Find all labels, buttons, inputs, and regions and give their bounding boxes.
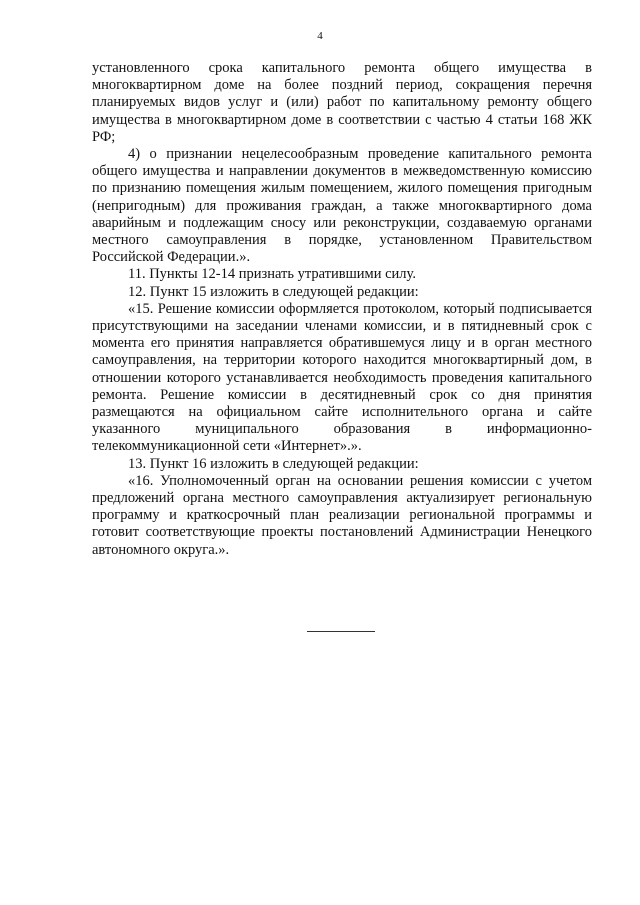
paragraph-point-13: 13. Пункт 16 изложить в следующей редакции: [128, 455, 419, 472]
paragraph-continuation: установленного срока капитального ремонта общего имущества в многоквартирном доме на более поздний период, сокращения перечня планируемых видов услуг и (или) работ по капитальному ремонту общего имущества в многоквартирном доме в соответствии с частью 4 статьи 168 ЖК РФ; [92, 60, 592, 145]
paragraph-clause-15: «15. Решение комиссии оформляется протоколом, который подписывается присутствующими на заседании членами комиссии, и в пятидневный срок с момента его принятия направляется обратившемуся лицу и в орган местного самоуправления, на территории которого находится многоквартирный дом, в отношении которого устанавливается необходимость проведения капитального ремонта. Решение комиссии в десятидневный срок со дня принятия размещаются на официальном сайте исполнительного органа и сайте указанного муниципального образования в информационно-телекоммуникационной сети «Интернет».». [92, 300, 592, 455]
end-of-document-rule [307, 631, 375, 632]
document-body [92, 60, 592, 559]
paragraph-point-12: 12. Пункт 15 изложить в следующей редакции: [128, 283, 419, 300]
paragraph-point-11: 11. Пункты 12-14 признать утратившими силу. [128, 266, 416, 283]
paragraph-item-4: 4) о признании нецелесообразным проведение капитального ремонта общего имущества и направлении документов в межведомственную комиссию по признанию помещения жилым помещением, жилого помещения пригодным (непригодным) для проживания граждан, а также многоквартирного дома аварийным и подлежащим сносу или реконструкции, создаваемую органами местного самоуправления в порядке, установленном Правительством Российской Федерации.». [92, 146, 592, 266]
page-number: 4 [317, 30, 323, 42]
paragraph-clause-16: «16. Уполномоченный орган на основании решения комиссии с учетом предложений органа местного самоуправления актуализирует региональную программу и краткосрочный план реализации региональной программы и готовит соответствующие проекты постановлений Администрации Ненецкого автономного округа.». [92, 472, 592, 558]
